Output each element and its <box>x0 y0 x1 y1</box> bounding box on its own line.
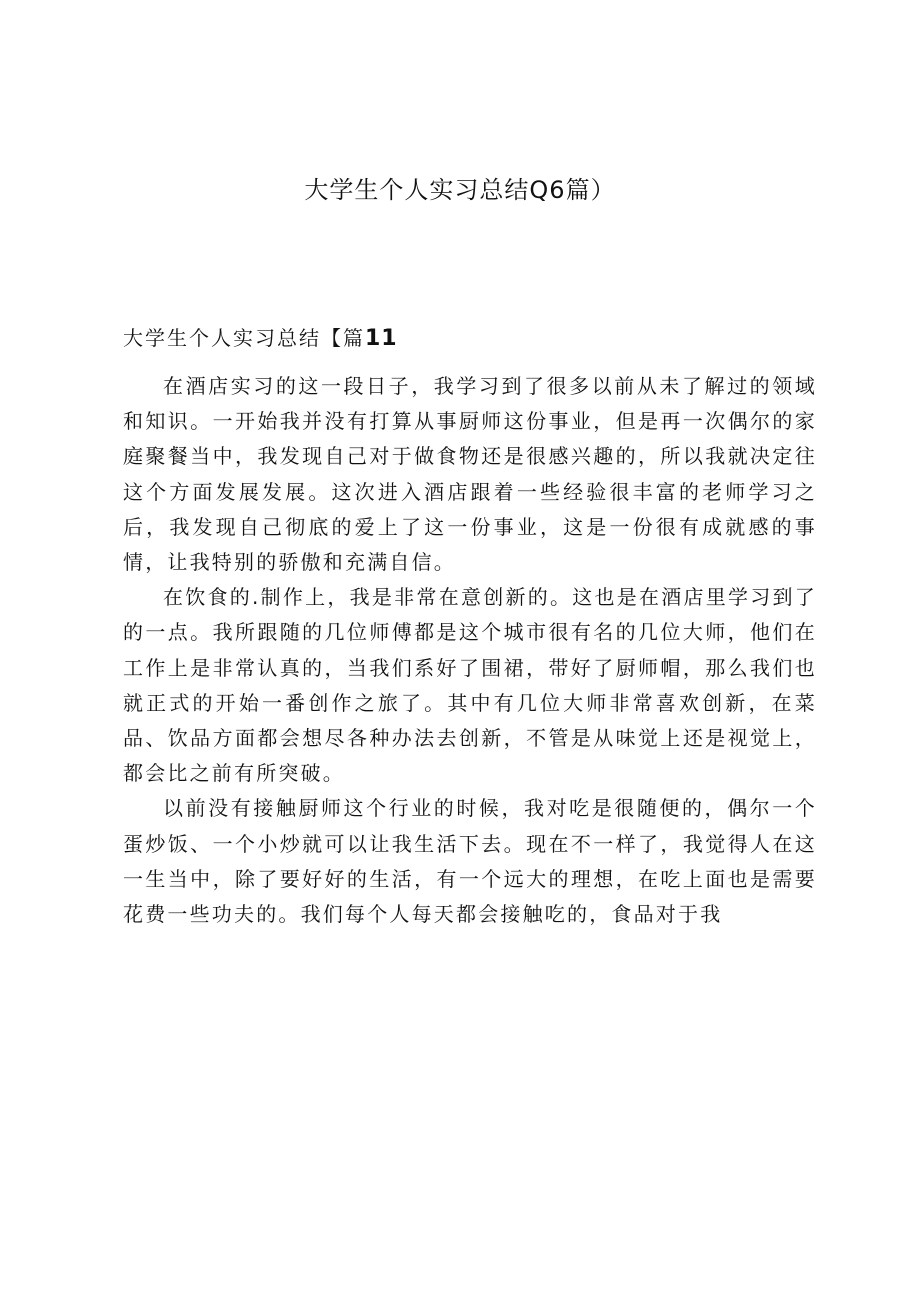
document-body <box>123 369 817 932</box>
section-heading-number: 11 <box>365 326 398 351</box>
paragraph: 在酒店实习的这一段日子，我学习到了很多以前从未了解过的领域和知识。一开始我并没有打算从事厨师这份事业，但是再一次偶尔的家庭聚餐当中，我发现自己对于做食物还是很感兴趣的，所以我就决定往这个方面发展发展。这次进入酒店跟着一些经验很丰富的老师学习之后，我发现自己彻底的爱上了这一份事业，这是一份很有成就感的事情，让我特别的骄傲和充满自信。 <box>123 374 817 575</box>
paragraph: 以前没有接触厨师这个行业的时候，我对吃是很随便的，偶尔一个蛋炒饭、一个小炒就可以让我生活下去。现在不一样了，我觉得人在这一生当中，除了要好好的生活，有一个远大的理想，在吃上面也是需要花费一些功夫的。我们每个人每天都会接触吃的，食品对于我 <box>123 796 817 927</box>
paragraph: 在饮食的.制作上，我是非常在意创新的。这也是在酒店里学习到了的一点。我所跟随的几位师傅都是这个城市很有名的几位大师，他们在工作上是非常认真的，当我们系好了围裙，带好了厨师帽，那么我们也就正式的开始一番创作之旅了。其中有几位大师非常喜欢创新，在菜品、饮品方面都会想尽各种办法去创新，不管是从味觉上还是视觉上，都会比之前有所突破。 <box>123 585 817 786</box>
section-heading-text: 大学生个人实习总结【篇 <box>123 326 365 350</box>
document-title: 大学生个人实习总结Q6篇） <box>304 176 616 204</box>
section-heading <box>123 322 398 355</box>
